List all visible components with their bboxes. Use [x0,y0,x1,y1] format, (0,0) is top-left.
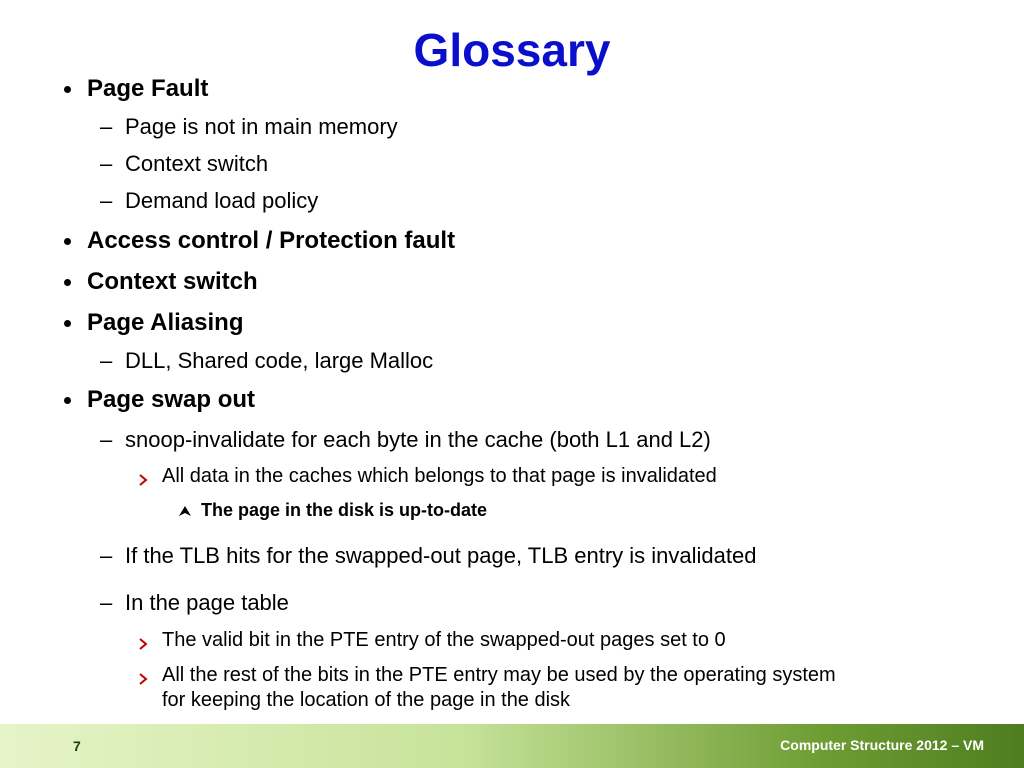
slide-title: Glossary [413,24,611,76]
subitem-snoop-invalidate: snoop-invalidate for each byte in the cache (both L1 and L2) [125,427,711,452]
dash-bullet-icon: – [100,188,113,213]
level4-page-disk-up-to-date: The page in the disk is up-to-date [201,500,488,520]
bullet-page-aliasing: Page Aliasing [87,309,244,336]
dash-bullet-icon: – [100,590,113,615]
subitem-tlb-hits: If the TLB hits for the swapped-out page, TLB entry is invalidated [125,543,757,568]
page-number: 7 [73,738,81,754]
bullet-context-switch: Context switch [87,268,258,295]
dash-bullet-icon: – [100,114,113,139]
caret-bullet-icon [179,503,191,521]
subitem-dll-shared-code: DLL, Shared code, large Malloc [125,348,434,373]
bullet-dot-icon [64,238,71,245]
dash-bullet-icon: – [100,543,113,568]
footer-course-title: Computer Structure 2012 – VM [780,737,984,753]
bullet-dot-icon [64,86,71,93]
arrow-bullet-icon [138,469,148,492]
subitem-in-page-table: In the page table [125,590,289,615]
subsubitem-valid-bit: The valid bit in the PTE entry of the swapped-out pages set to 0 [162,629,726,651]
arrow-bullet-icon [138,668,148,691]
subsubitem-rest-of-bits: All the rest of the bits in the PTE entry may be used by the operating system [162,664,836,686]
footer-bar [0,724,1024,768]
arrow-bullet-icon [138,633,148,656]
bullet-page-swap-out: Page swap out [87,386,256,413]
subitem-demand-load-policy: Demand load policy [125,188,319,213]
subitem-context-switch: Context switch [125,151,269,176]
dash-bullet-icon: – [100,427,113,452]
bullet-page-fault: Page Fault [87,75,209,102]
bullet-dot-icon [64,397,71,404]
dash-bullet-icon: – [100,348,113,373]
bullet-dot-icon [64,320,71,327]
subsubitem-all-data-invalidated: All data in the caches which belongs to that page is invalidated [162,465,717,487]
dash-bullet-icon: – [100,151,113,176]
subsubitem-rest-of-bits-continued: for keeping the location of the page in the disk [162,689,571,711]
bullet-access-control: Access control / Protection fault [87,227,456,254]
subitem-page-not-in-memory: Page is not in main memory [125,114,398,139]
bullet-dot-icon [64,279,71,286]
